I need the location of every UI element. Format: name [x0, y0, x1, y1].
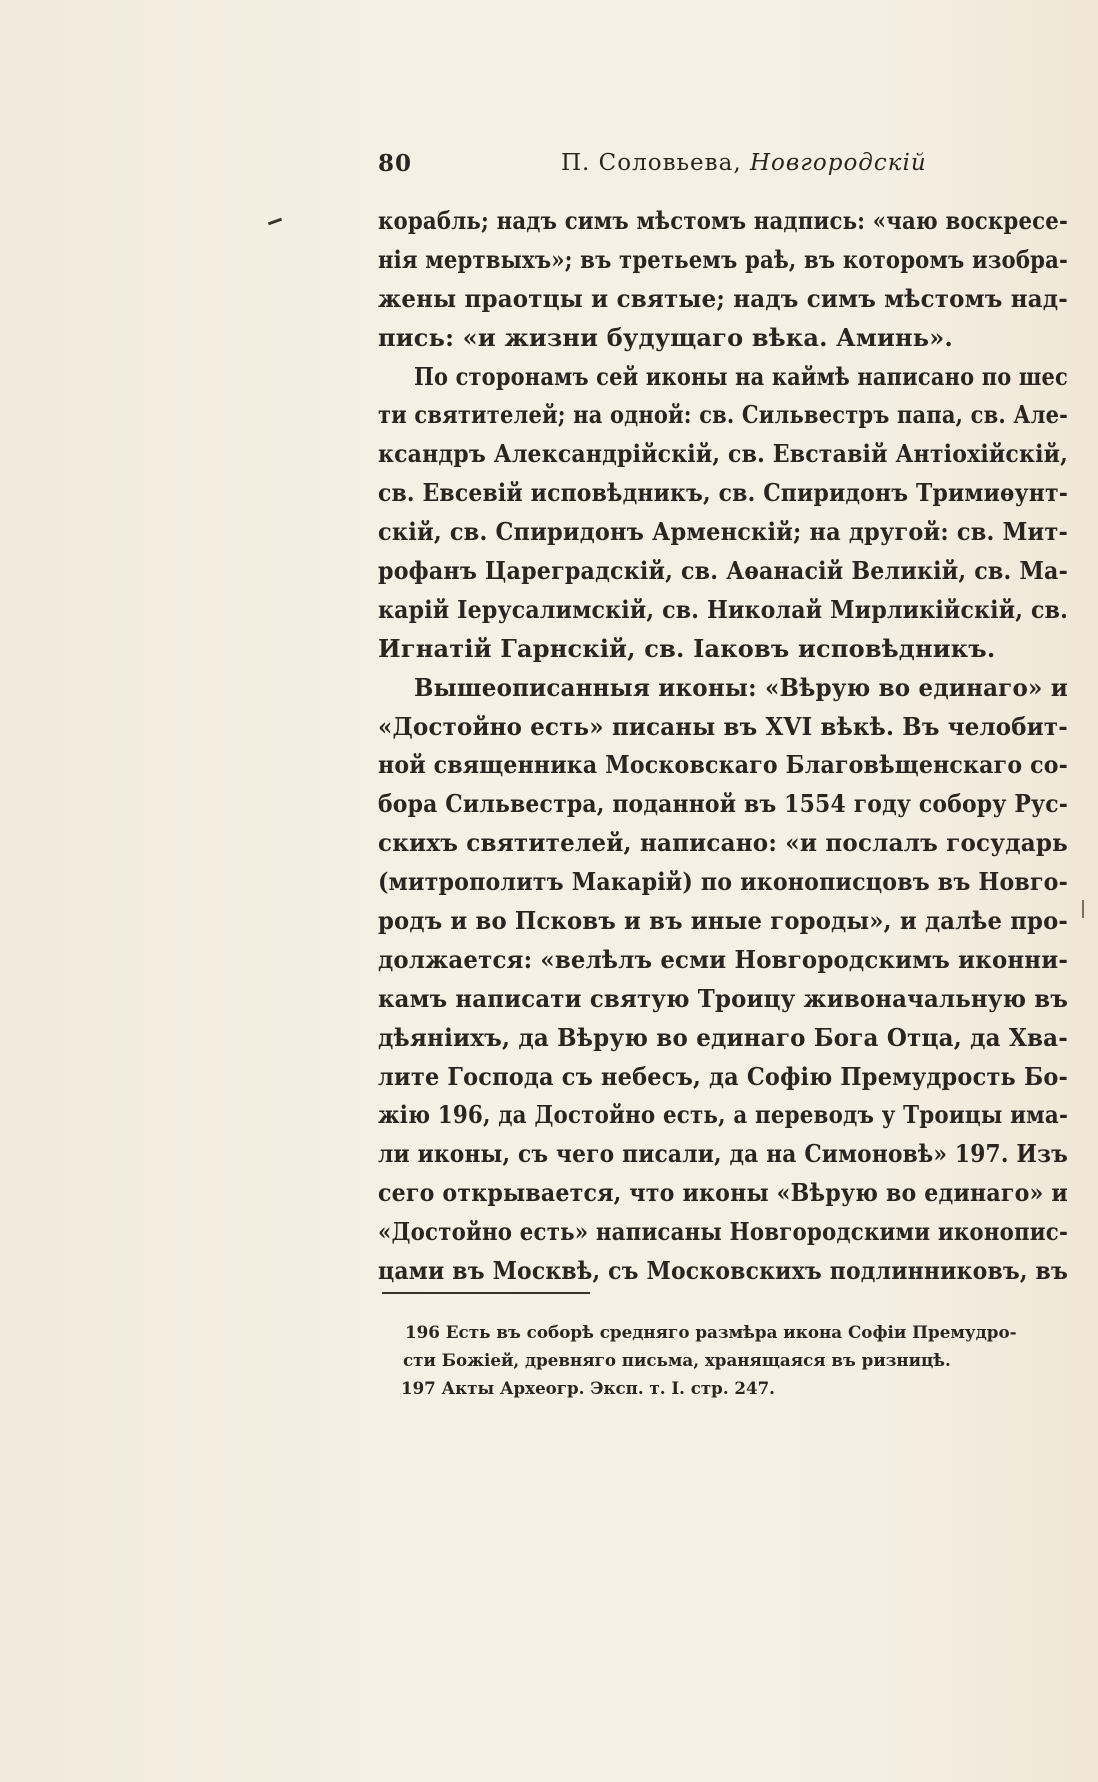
text-line: ной священника Московскаго Благовѣщенскаго со- — [378, 750, 1068, 780]
text-line: ли иконы, съ чего писали, да на Симоновѣ» 197. Изъ — [378, 1139, 1068, 1169]
margin-mark — [268, 218, 282, 226]
body-text — [378, 206, 1078, 1295]
text-line: рофанъ Цареградскій, св. Аѳанасій Великій, св. Ма- — [378, 556, 1068, 586]
text-line: должается: «велѣлъ есми Новгородскимъ иконни- — [378, 944, 1068, 974]
text-line: (митрополитъ Макарій) по иконописцовъ въ Новго- — [378, 867, 1068, 897]
margin-mark — [1082, 900, 1084, 918]
text-line: жены праотцы и святые; надъ симъ мѣстомъ над- — [378, 283, 1068, 313]
text-line: св. Евсевій исповѣдникъ, св. Спиридонъ Тримиѳунт- — [378, 478, 1068, 508]
text-line: жію 196, да Достойно есть, а переводъ у Троицы има- — [378, 1100, 1068, 1130]
text-line: карій Іерусалимскій, св. Николай Мирликійскій, св. — [378, 594, 1068, 624]
text-line: сего открывается, что иконы «Вѣрую во единаго» и — [378, 1178, 1068, 1208]
text-line: скихъ святителей, написано: «и послалъ государь — [378, 828, 1068, 858]
footnote-line: 196 Есть въ соборѣ средняго размѣра икона Софіи Премудро- — [405, 1323, 1017, 1343]
text-line: нія мертвыхъ»; въ третьемъ раѣ, въ которомъ изобра- — [378, 244, 1068, 274]
running-head-author: П. Соловьева, — [561, 150, 742, 176]
text-line: ти святителей; на одной: св. Сильвестръ папа, св. Але- — [378, 400, 1068, 430]
text-line: бора Сильвестра, поданной въ 1554 году собору Рус- — [378, 789, 1068, 819]
text-line: Вышеописанныя иконы: «Вѣрую во единаго» и — [414, 672, 1068, 702]
footnote-divider — [382, 1292, 590, 1294]
running-head — [561, 150, 927, 176]
text-line: цами въ Москвѣ, съ Московскихъ подлинниковъ, въ — [378, 1256, 1068, 1286]
page-number: 80 — [378, 150, 413, 177]
text-line: скій, св. Спиридонъ Арменскій; на другой: св. Мит- — [378, 517, 1068, 547]
text-line: корабль; надъ симъ мѣстомъ надпись: «чаю воскресе- — [378, 206, 1068, 235]
text-line: Игнатій Гарнскій, св. Іаковъ исповѣдникъ. — [378, 633, 996, 663]
text-line: камъ написати святую Троицу живоначальную въ — [378, 983, 1068, 1013]
text-line: лите Господа съ небесъ, да Софію Премудрость Бо- — [378, 1061, 1068, 1091]
page-header — [378, 150, 1078, 184]
text-line: «Достойно есть» написаны Новгородскими иконопис- — [378, 1217, 1068, 1247]
text-line: По сторонамъ сей иконы на каймѣ написано по шес — [414, 361, 1068, 391]
footnotes — [401, 1323, 1085, 1407]
text-line: дѣяніихъ, да Вѣрую во единаго Бога Отца, да Хва- — [378, 1022, 1068, 1052]
text-line: родъ и во Псковъ и въ иные городы», и далѣе про- — [378, 906, 1068, 936]
text-line: «Достойно есть» писаны въ XVI вѣкѣ. Въ челобит- — [378, 711, 1068, 741]
footnote-line: сти Божіей, древняго письма, хранящаяся въ ризницѣ. — [403, 1351, 951, 1371]
text-line: пись: «и жизни будущаго вѣка. Аминь». — [378, 322, 953, 352]
footnote-line: 197 Акты Археогр. Эксп. т. I. стр. 247. — [401, 1379, 775, 1399]
text-line: ксандръ Александрійскій, св. Евставій Антіохійскій, — [378, 439, 1068, 469]
running-head-title: Новгородскій — [749, 150, 927, 176]
